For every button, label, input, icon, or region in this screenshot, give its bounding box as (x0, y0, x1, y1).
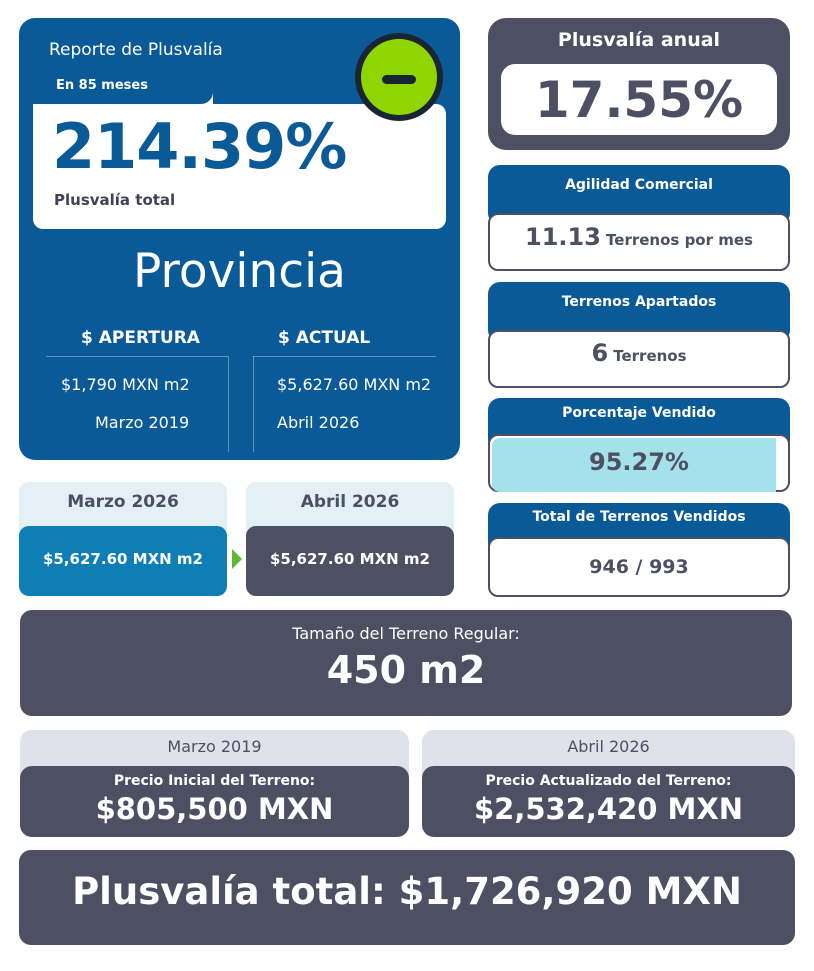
agilidad-card (488, 165, 790, 271)
apertura-vertical-divider (228, 356, 229, 452)
vendido-card (488, 398, 790, 504)
current-month-card (246, 482, 454, 596)
current-month: Abril 2026 (300, 492, 400, 512)
months-label: En 85 meses (56, 78, 148, 93)
actual-date: Abril 2026 (277, 413, 360, 432)
vendido-label: Porcentaje Vendido (562, 405, 716, 421)
terrain-size-card (20, 610, 792, 716)
minus-circle-icon[interactable] (355, 33, 443, 121)
previous-month-card (19, 482, 227, 596)
apartados-unit: Terrenos (613, 347, 687, 365)
apartados-value: 6 (591, 339, 609, 367)
actual-header: $ ACTUAL (278, 328, 371, 348)
apertura-header: $ APERTURA (81, 328, 200, 348)
vendido-value: 95.27% (589, 448, 689, 476)
report-title: Reporte de Plusvalía (49, 40, 223, 60)
total-percent: 214.39% (52, 110, 347, 183)
updated-price-label: Precio Actualizado del Terreno: (485, 773, 732, 789)
total-gain-value: Plusvalía total: $1,726,920 MXN (72, 870, 742, 913)
initial-price-label: Precio Inicial del Terreno: (113, 773, 316, 789)
minus-bar (382, 75, 416, 84)
agilidad-value: 11.13 (525, 223, 601, 251)
previous-month: Marzo 2026 (67, 492, 179, 512)
total-vendidos-value: 946 / 993 (589, 556, 689, 578)
total-vendidos-card (488, 503, 790, 609)
annual-gain-card (488, 18, 790, 150)
initial-price-value: $805,500 MXN (95, 792, 334, 826)
updated-price-date: Abril 2026 (567, 737, 650, 756)
apertura-date: Marzo 2019 (95, 413, 190, 432)
agilidad-unit: Terrenos por mes (606, 231, 753, 249)
actual-divider (253, 356, 436, 357)
arrow-right-icon (232, 549, 242, 569)
apertura-price: $1,790 MXN m2 (61, 375, 190, 394)
updated-price-card (422, 730, 795, 837)
location-name: Provincia (133, 244, 346, 299)
terrain-size-label: Tamaño del Terreno Regular: (292, 624, 520, 643)
actual-price: $5,627.60 MXN m2 (277, 375, 432, 394)
total-gain-card (19, 850, 795, 945)
agilidad-label: Agilidad Comercial (565, 177, 713, 193)
total-vendidos-label: Total de Terrenos Vendidos (532, 509, 746, 525)
annual-gain-title: Plusvalía anual (557, 29, 721, 51)
annual-gain-value: 17.55% (534, 71, 744, 129)
current-month-price: $5,627.60 MXN m2 (269, 550, 430, 568)
updated-price-value: $2,532,420 MXN (473, 792, 744, 826)
apertura-divider (46, 356, 228, 357)
terrain-size-value: 450 m2 (326, 648, 486, 692)
previous-month-price: $5,627.60 MXN m2 (42, 550, 203, 568)
apartados-card (488, 282, 790, 388)
apartados-label: Terrenos Apartados (561, 294, 717, 310)
actual-vertical-divider (253, 356, 254, 452)
initial-price-card (20, 730, 409, 837)
initial-price-date: Marzo 2019 (167, 737, 262, 756)
total-percent-label: Plusvalía total (54, 191, 176, 209)
